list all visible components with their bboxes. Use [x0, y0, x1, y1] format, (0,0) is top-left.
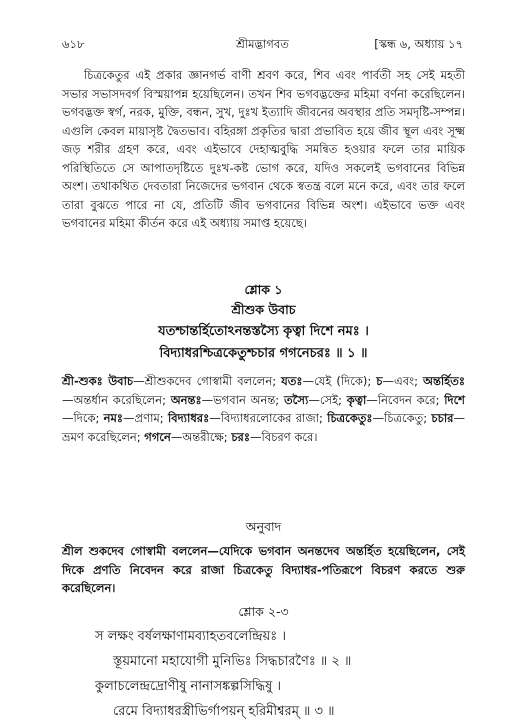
synonym-word: নমঃ	[103, 411, 124, 425]
synonym-word: চ	[376, 374, 383, 388]
synonym-word: চিত্রকেতুঃ	[327, 411, 373, 425]
synonym-meaning: সেই;	[319, 392, 347, 407]
synonym-meaning: দিকে;	[73, 411, 104, 425]
synonym-meaning: চিত্রকেতু;	[384, 411, 432, 425]
word-for-word-synonyms: শ্রী-শুকঃ উবাচ—শ্রীশুকদেব গোস্বামী বললেন; যতঃ—যেই (দিকে); চ—এবং; অন্তর্হিতঃ—অন্তর্ধান করেছিলেন; অনন্তঃ—ভগবান অনন্ত; তস্যৈ—সেই; কৃত্বা—নিবেদন করে; দিশে—দিকে; নমঃ—প্রণাম; বিদ্যাধরঃ—বিদ্যাধরলোকের রাজা; চিত্রকেতুঃ—চিত্রকেতু; চচার—ভ্রমণ করেছিলেন; গগনে—অন্তরীক্ষে; চরঃ—বিচরণ করে।	[62, 374, 466, 444]
synonym-meaning: বিচরণ করে।	[261, 429, 318, 444]
synonym-word: গগনে	[144, 429, 171, 444]
synonym-meaning: যেই (দিকে);	[314, 374, 377, 388]
verse-2-3-line-3: কুলাচলেন্দ্রদ্রোণীষু নানাসঙ্কল্পসিদ্ধিষু ।	[95, 679, 282, 694]
synonym-word: কৃত্বা	[346, 392, 367, 407]
intro-paragraph: চিত্রকেতুর এই প্রকার জ্ঞানগর্ভ বাণী শ্রবণ করে, শিব এবং পার্বতী সহ সেই মহতী সভার সভাসদবর্গ বিস্ময়াপন্ন হয়েছিলেন। তখন শিব ভগবদ্ভক্তের মহিমা বর্ণনা করেছিলেন। ভগবদ্ভক্ত স্বর্গ, নরক, মুক্তি, বন্ধন, সুখ, দুঃখ ইত্যাদি জীবনের অবস্থার প্রতি সমদৃষ্টি-সম্পন্ন। এগুলি কেবল মায়াসৃষ্ট দ্বৈতভাব। বহিরঙ্গা প্রকৃতির দ্বারা প্রভাবিত হয়ে জীব স্থূল এবং সূক্ষ্ম জড় শরীর গ্রহণ করে, এবং এইভাবে দেহাত্মবুদ্ধি সমন্বিত হওয়ার ফলে তার মায়িক পরিস্থিতিতে সে আপাতদৃষ্টিতে দুঃখ-কষ্ট ভোগ করে, যদিও সকলেই ভগবানের বিভিন্ন অংশ। তথাকথিত দেবতারা নিজেদের ভগবান থেকে স্বতন্ত্র বলে মনে করে, এবং তার ফলে তারা বুঝতে পারে না যে, প্রতিটি জীব ভগবানের বিভিন্ন অংশ। এইভাবে ভক্ত এবং ভগবানের মহিমা কীর্তন করে এই অধ্যায় সমাপ্ত হয়েছে।	[62, 68, 465, 230]
book-title: শ্রীমদ্ভাগবত	[236, 37, 289, 51]
page-header	[62, 36, 463, 54]
synonym-meaning: ভগবান অনন্ত;	[213, 392, 284, 407]
synonym-meaning: অন্তর্ধান করেছিলেন;	[73, 392, 171, 407]
synonym-word: দিশে	[444, 392, 465, 407]
synonym-word: অন্তর্হিতঃ	[423, 374, 466, 388]
synonym-word: বিদ্যাধরঃ	[167, 411, 210, 425]
page-number: ৬১৮	[62, 37, 85, 51]
synonym-word: শ্রী-শুকঃ উবাচ	[62, 374, 134, 388]
verse-1-speaker: শ্রীশুক উবাচ	[231, 302, 296, 317]
verse-1-line-2: বিদ্যাধরশ্চিত্রকেতুশ্চচার গগনেচরঃ ॥ ১ ॥	[159, 346, 368, 361]
verse-2-3-heading: শ্লোক ২-৩	[238, 604, 289, 619]
synonym-meaning: প্রণাম;	[134, 411, 168, 425]
synonym-meaning: অন্তরীক্ষে;	[182, 429, 232, 444]
synonym-word: অনন্তঃ	[170, 392, 202, 407]
verse-1-line-1: যতশ্চান্তর্হিতোঽনন্তস্তস্যৈ কৃত্বা দিশে নমঃ ।	[158, 324, 369, 339]
verse-2-3-text	[95, 624, 455, 724]
synonym-word: চচার	[431, 411, 454, 425]
translation-heading: অনুবাদ	[245, 519, 282, 534]
synonym-meaning: ভ্রমণ করেছিলেন;	[62, 429, 145, 444]
translation-text: শ্রীল শুকদেব গোস্বামী বললেন—যেদিকে ভগবান অনন্তদেব অন্তর্হিত হয়েছিলেন, সেই দিকে প্রণতি নিবেদন করে রাজা চিত্রকেতু বিদ্যাধর-পতিরূপে বিচরণ করতে শুরু করেছিলেন।	[62, 544, 465, 595]
verse-2-3-line-2: স্তূয়মানো মহাযোগী মুনিভিঃ সিদ্ধচারণৈঃ ॥ ২ ॥	[113, 654, 352, 669]
verse-2-3-line-1: স লক্ষং বর্ষলক্ষাণামব্যাহতবলেন্দ্রিয়ঃ ।	[95, 629, 287, 644]
chapter-reference: [স্কন্ধ ৬, অধ্যায় ১৭	[374, 37, 463, 51]
synonym-meaning: নিবেদন করে;	[377, 392, 445, 407]
synonym-meaning: শ্রীশুকদেব গোস্বামী বললেন;	[144, 374, 282, 388]
synonym-meaning: বিদ্যাধরলোকের রাজা;	[220, 411, 328, 425]
synonym-word: তস্যৈ	[283, 392, 309, 407]
synonym-meaning: এবং;	[394, 374, 424, 388]
synonym-word: চরঃ	[231, 429, 250, 444]
synonym-word: যতঃ	[281, 374, 303, 388]
verse-1-heading: শ্লোক ১	[244, 282, 283, 297]
verse-2-3-line-4: রেমে বিদ্যাধরস্ত্রীভির্গাপয়ন্ হরিমীশ্বরম্ ॥ ৩ ॥	[113, 704, 335, 719]
